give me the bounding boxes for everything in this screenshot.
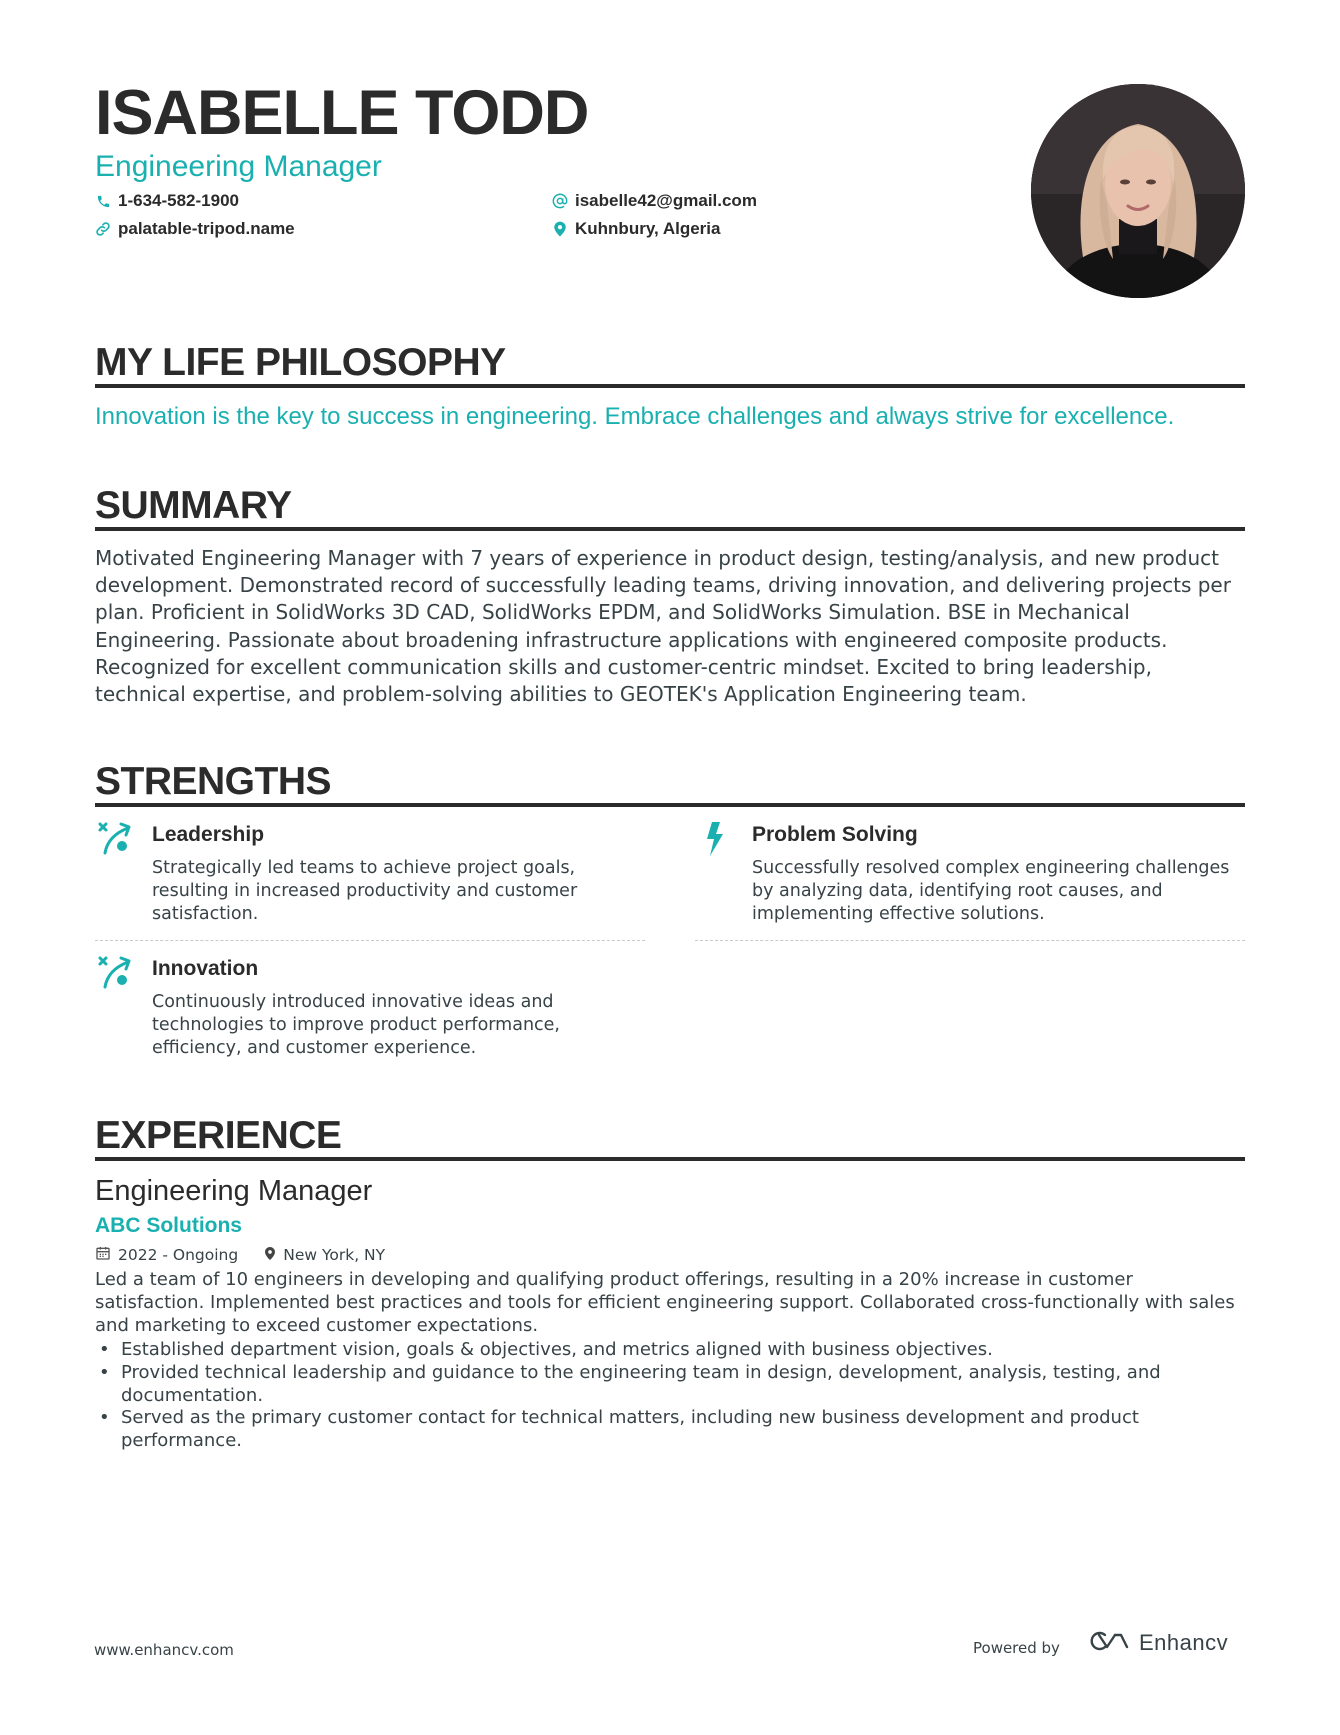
contact-location bbox=[552, 219, 720, 239]
website-text: palatable-tripod.name bbox=[118, 219, 295, 238]
section-title-philosophy: MY LIFE PHILOSOPHY bbox=[95, 341, 506, 384]
company-name: ABC Solutions bbox=[95, 1214, 242, 1237]
job-bullets bbox=[95, 1339, 1245, 1453]
enhancv-brand: Enhancv bbox=[1139, 1630, 1229, 1655]
job-dates-text: 2022 - Ongoing bbox=[118, 1246, 239, 1264]
strength-description: Successfully resolved complex engineering challenges by analyzing data, identifying root causes, and implementing effective solutions. bbox=[752, 858, 1230, 924]
strength-title: Leadership bbox=[152, 823, 265, 846]
strategy-path-icon bbox=[95, 819, 135, 859]
lightning-bolt-icon bbox=[695, 819, 735, 859]
list-item: • Provided technical leadership and guidance to the engineering team in design, development, analysis, testing, and documentation. bbox=[95, 1362, 1245, 1408]
contact-phone[interactable] bbox=[95, 191, 239, 211]
list-item: • Established department vision, goals & objectives, and metrics aligned with business objectives. bbox=[95, 1339, 1245, 1362]
job-title: Engineering Manager bbox=[95, 1175, 373, 1207]
strength-description: Continuously introduced innovative ideas and technologies to improve product performance, efficiency, and customer experience. bbox=[152, 992, 560, 1058]
philosophy-text: Innovation is the key to success in engineering. Embrace challenges and always strive for excellence. bbox=[95, 403, 1175, 430]
link-icon bbox=[95, 221, 111, 237]
avatar bbox=[1031, 84, 1245, 298]
strength-description: Strategically led teams to achieve project goals, resulting in increased productivity and customer satisfaction. bbox=[152, 858, 578, 924]
list-item: • Served as the primary customer contact for technical matters, including new business development and product performance. bbox=[95, 1407, 1245, 1453]
section-title-experience: EXPERIENCE bbox=[95, 1114, 342, 1157]
strength-divider bbox=[695, 940, 1245, 941]
section-divider bbox=[95, 1157, 1245, 1161]
job-location bbox=[264, 1246, 385, 1265]
job-description: Led a team of 10 engineers in developing and qualifying product offerings, resulting in a 20% increase in customer satisfaction. Implemented best practices and tools for efficient engineering support. Collaborated cross-functionally with sales and marketing to exceed customer expectations. bbox=[95, 1269, 1235, 1336]
phone-icon bbox=[95, 193, 111, 209]
summary-text: Motivated Engineering Manager with 7 years of experience in product design, testing/analysis, and new product development. Demonstrated record of successfully leading teams, driving innovation, and delivering projects per plan. Proficient in SolidWorks 3D CAD, SolidWorks EPDM, and SolidWorks Simulation. BSE in Mechanical Engineering. Passionate about broadening infrastructure applications with engineered composite products. Recognized for excellent communication skills and customer-centric mindset. Excited to bring leadership, technical expertise, and problem-solving abilities to GEOTEK's Application Engineering team. bbox=[95, 546, 1231, 707]
location-text: Kuhnbury, Algeria bbox=[575, 219, 721, 238]
phone-text: 1-634-582-1900 bbox=[118, 191, 239, 210]
section-title-strengths: STRENGTHS bbox=[95, 760, 332, 803]
strength-title: Problem Solving bbox=[752, 823, 918, 846]
calendar-icon bbox=[95, 1245, 111, 1265]
enhancv-logo[interactable] bbox=[1085, 1629, 1228, 1657]
email-text: isabelle42@gmail.com bbox=[575, 191, 757, 210]
footer-powered-by: Powered by bbox=[973, 1639, 1060, 1657]
job-dates bbox=[95, 1245, 238, 1265]
job-meta bbox=[95, 1245, 403, 1265]
contact-website[interactable] bbox=[95, 219, 295, 239]
section-divider bbox=[95, 527, 1245, 531]
strength-divider bbox=[95, 940, 645, 941]
strength-title: Innovation bbox=[152, 957, 259, 980]
section-divider bbox=[95, 384, 1245, 388]
map-pin-icon bbox=[552, 221, 568, 237]
candidate-name: ISABELLE TODD bbox=[95, 78, 589, 148]
section-divider bbox=[95, 803, 1245, 807]
candidate-title: Engineering Manager bbox=[95, 150, 382, 183]
strategy-path-icon bbox=[95, 953, 135, 993]
contact-email[interactable] bbox=[552, 191, 757, 211]
map-pin-icon bbox=[264, 1246, 276, 1265]
footer-website[interactable]: www.enhancv.com bbox=[94, 1641, 234, 1659]
section-title-summary: SUMMARY bbox=[95, 484, 292, 527]
at-icon bbox=[552, 193, 568, 209]
enhancv-logo-icon bbox=[1085, 1629, 1131, 1657]
job-location-text: New York, NY bbox=[283, 1246, 386, 1264]
